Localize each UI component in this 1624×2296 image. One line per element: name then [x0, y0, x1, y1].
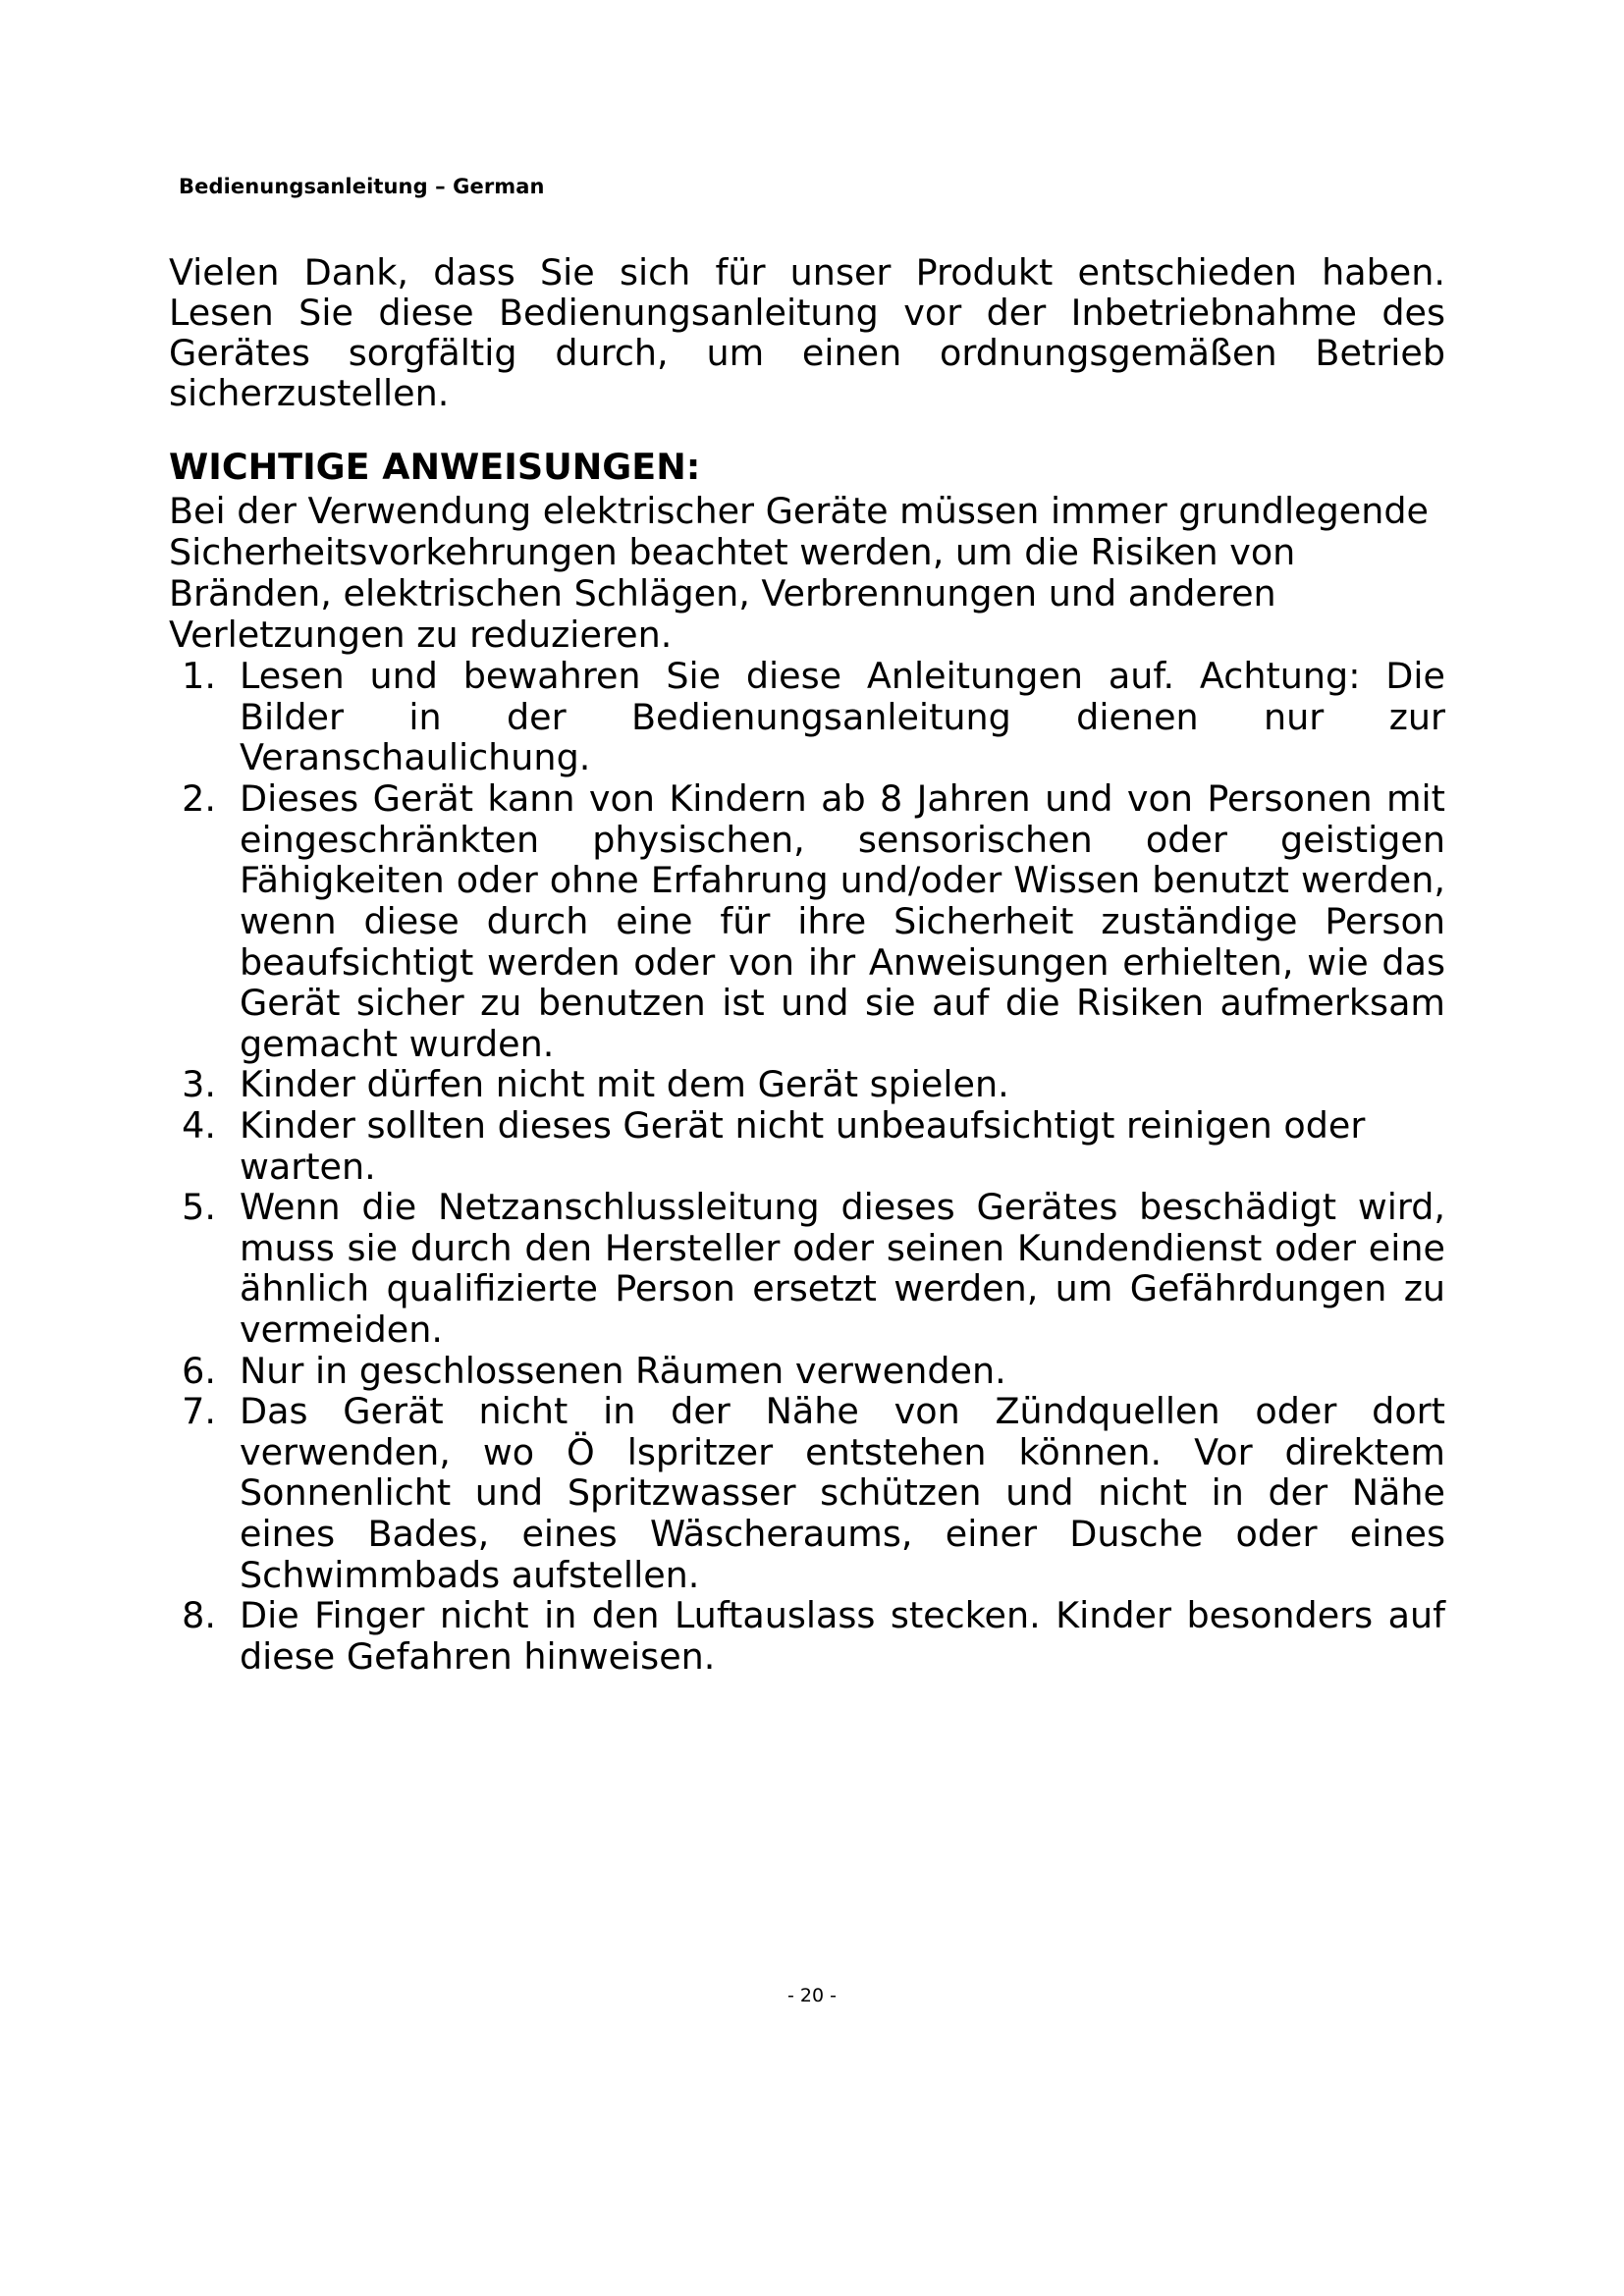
list-item-text: Das Gerät nicht in der Nähe von Zündquellen oder dort verwenden, wo Ö lspritzer entstehen können. Vor direktem Sonnenlicht und Spritzwasser schützen und nicht in der Nähe eines Bades, eines Wäscheraums, einer Dusche oder eines Schwimmbads aufstellen.	[240, 1390, 1445, 1596]
list-item	[169, 1391, 1445, 1595]
list-item-number: 2.	[182, 777, 216, 821]
list-item-text: Lesen und bewahren Sie diese Anleitungen auf. Achtung: Die Bilder in der Bedienungsanleitung dienen nur zur Veranschaulichung.	[240, 655, 1445, 779]
intro-paragraph: Vielen Dank, dass Sie sich für unser Produkt entschieden haben. Lesen Sie diese Bedienungsanleitung vor der Inbetriebnahme des Gerätes sorgfältig durch, um einen ordnungsgemäßen Betrieb sicherzustellen.	[169, 251, 1445, 414]
list-item	[169, 1187, 1445, 1350]
instructions-list	[169, 656, 1445, 1677]
list-item-text: Nur in geschlossenen Räumen verwenden.	[240, 1349, 1006, 1392]
list-item-number: 6.	[182, 1349, 216, 1392]
list-item-text: Kinder dürfen nicht mit dem Gerät spielen.	[240, 1063, 1009, 1106]
section-title: WICHTIGE ANWEISUNGEN:	[169, 445, 701, 488]
list-item-number: 7.	[182, 1390, 216, 1433]
list-item	[169, 1064, 1445, 1105]
list-item-text: Wenn die Netzanschlussleitung dieses Gerätes beschädigt wird, muss sie durch den Hersteller oder seinen Kundendienst oder eine ähnlich qualifizierte Person ersetzt werden, um Gefährdungen zu vermeiden.	[240, 1186, 1445, 1351]
list-item-text: Die Finger nicht in den Luftauslass stecken. Kinder besonders auf diese Gefahren hinweisen.	[240, 1594, 1445, 1678]
list-item	[169, 1105, 1445, 1187]
list-item-number: 8.	[182, 1594, 216, 1637]
list-item-number: 5.	[182, 1186, 216, 1229]
list-item-number: 1.	[182, 655, 216, 698]
section-lead: Bei der Verwendung elektrischer Geräte müssen immer grundlegende Sicherheitsvorkehrungen beachtet werden, um die Risiken von Bränden, elektrischen Schlägen, Verbrennungen und anderen Verletzungen zu reduzieren.	[169, 490, 1429, 657]
document-body	[169, 253, 1445, 1677]
list-item-text: Kinder sollten dieses Gerät nicht unbeaufsichtigt reinigen oder warten.	[240, 1103, 1366, 1188]
section-lead-wrapper	[169, 491, 1445, 656]
list-item-number: 3.	[182, 1063, 216, 1106]
list-item	[169, 656, 1445, 778]
list-item	[169, 1595, 1445, 1677]
list-item-text: Dieses Gerät kann von Kindern ab 8 Jahren und von Personen mit eingeschränkten physischen, sensorischen oder geistigen Fähigkeiten oder ohne Erfahrung und/oder Wissen benutzt werden, wenn diese durch eine für ihre Sicherheit zuständige Person beaufsichtigt werden oder von ihr Anweisungen erhielten, wie das Gerät sicher zu benutzen ist und sie auf die Risiken aufmerksam gemacht wurden.	[240, 777, 1445, 1065]
page-number: - 20 -	[787, 1985, 837, 2006]
document-header: Bedienungsanleitung – German	[179, 175, 545, 198]
list-item	[169, 1351, 1445, 1392]
list-item-number: 4.	[182, 1103, 216, 1147]
list-item	[169, 778, 1445, 1064]
